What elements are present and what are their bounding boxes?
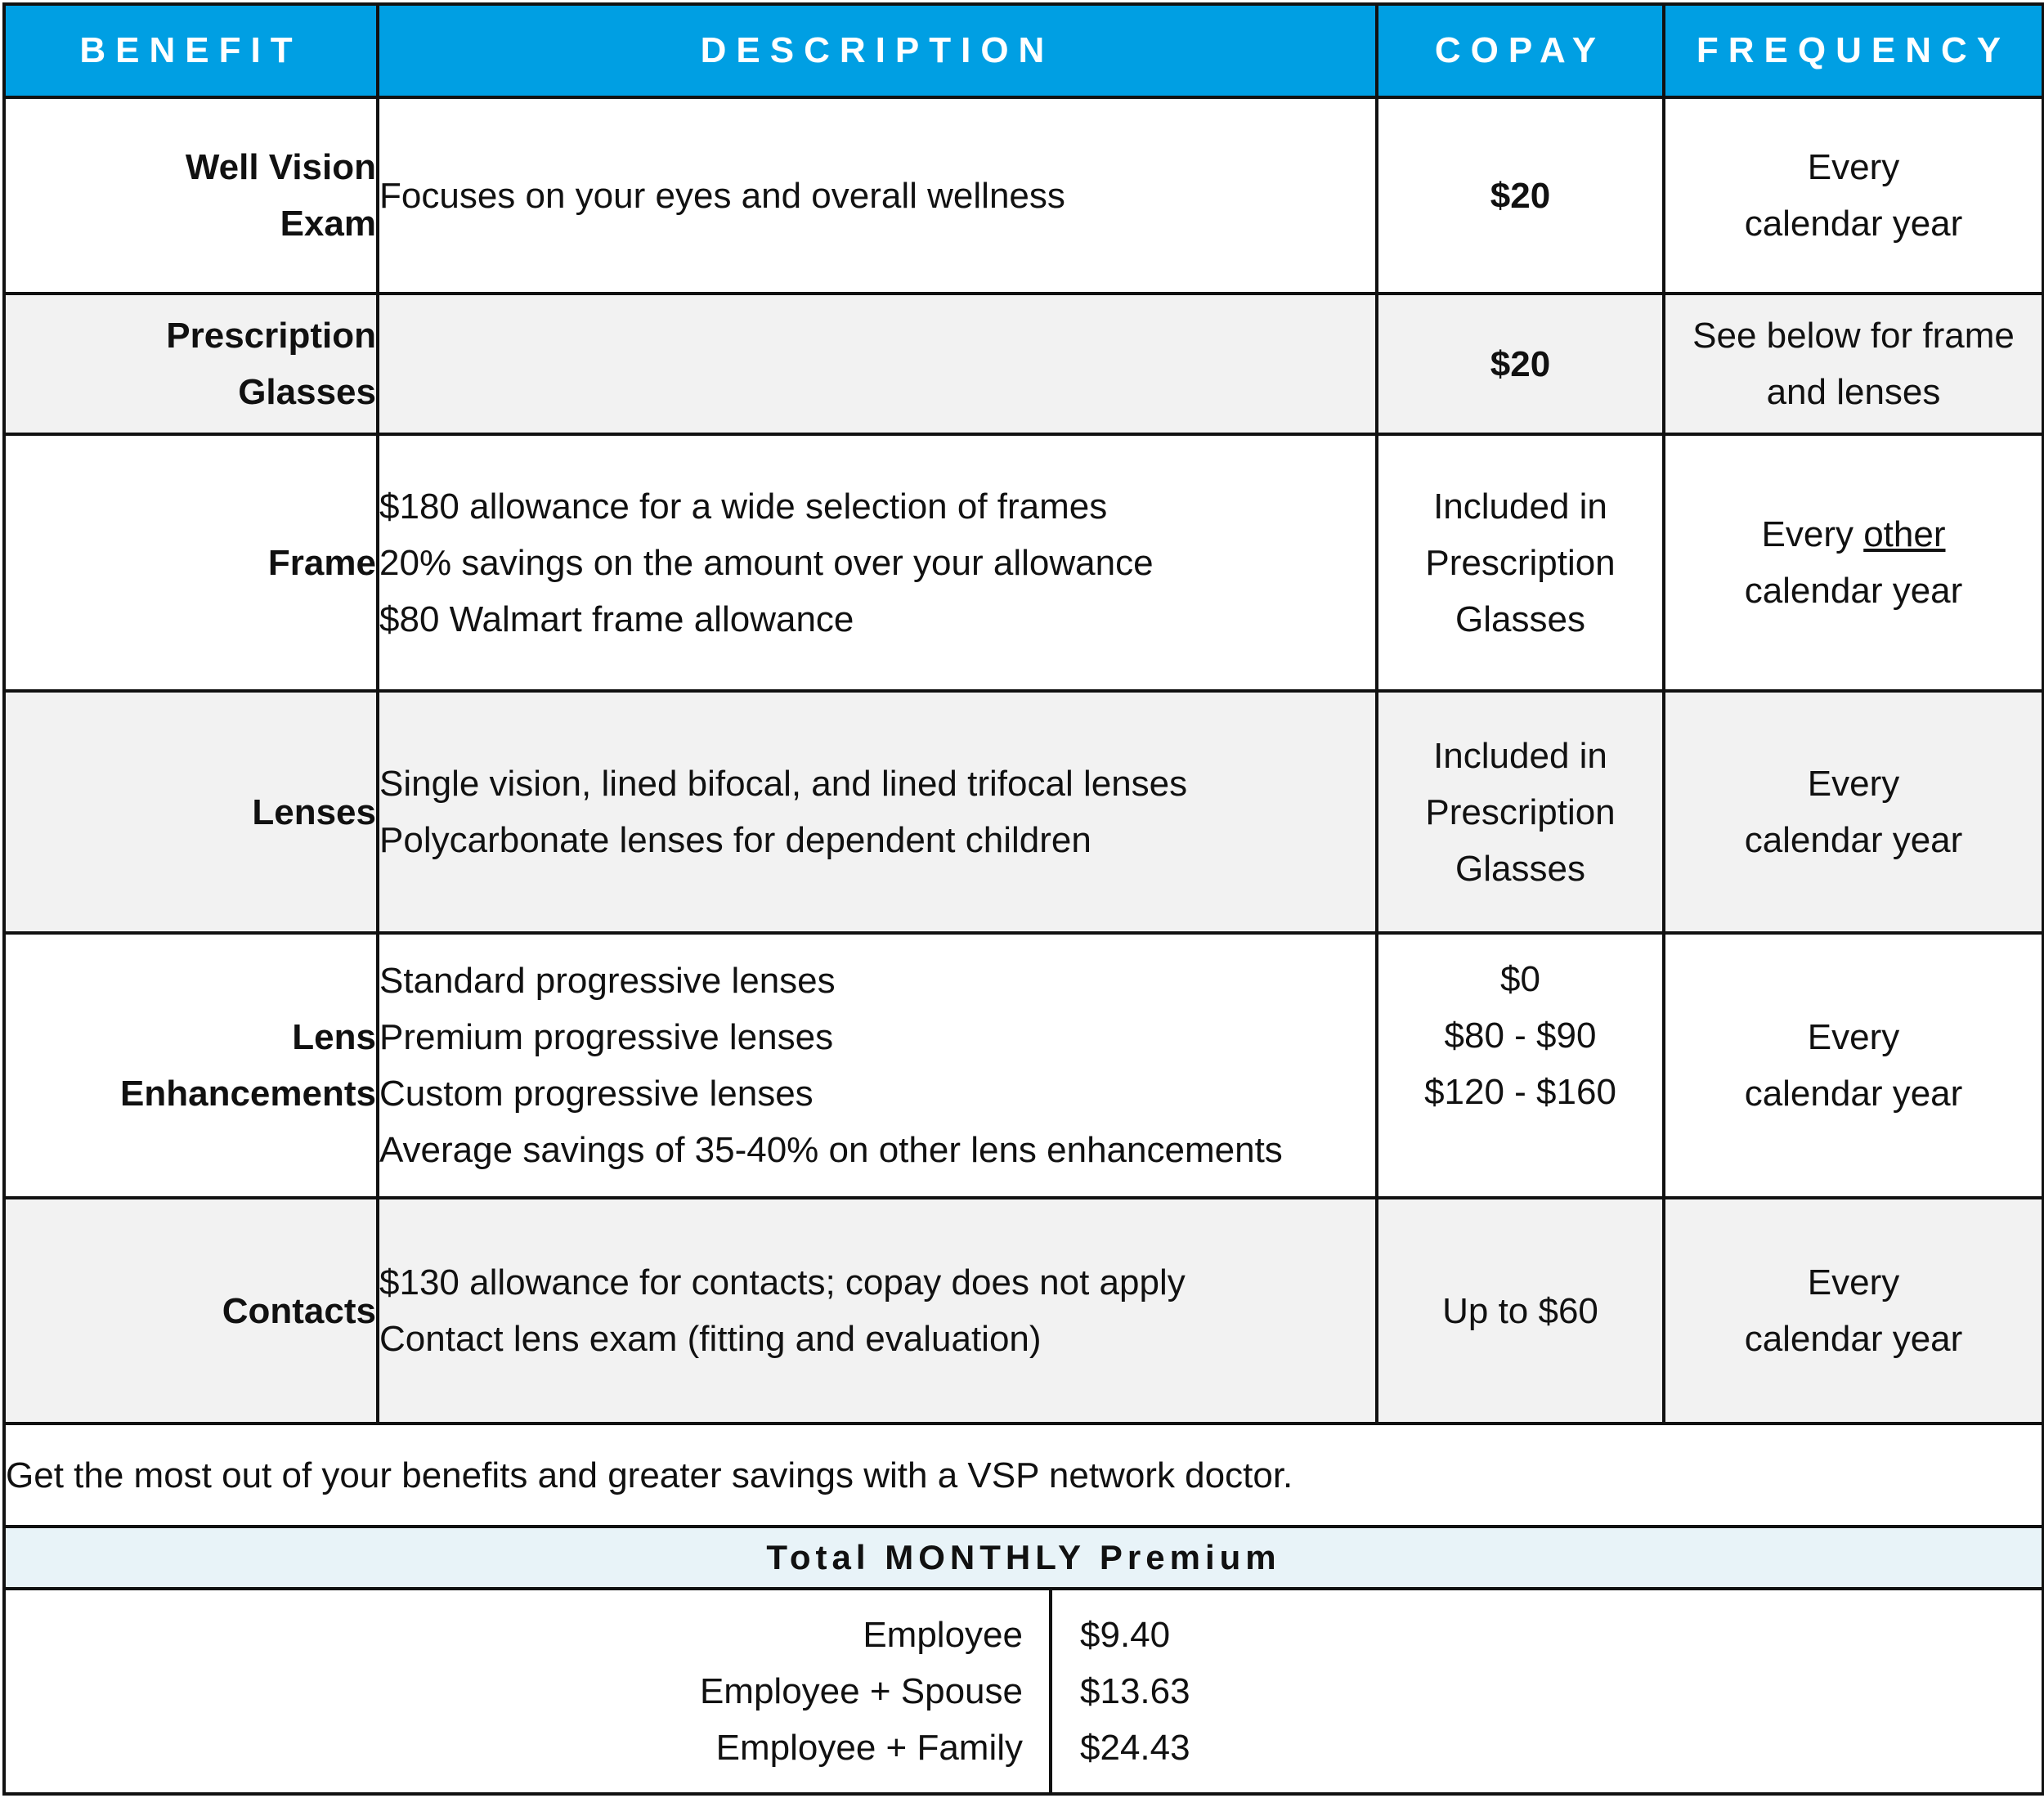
note-row: [4, 1424, 2043, 1527]
benefit-line: Lenses: [252, 791, 376, 832]
description-line: Polycarbonate lenses for dependent children: [379, 820, 1091, 860]
description-cell: [378, 97, 1377, 294]
description-line: Single vision, lined bifocal, and lined trifocal lenses: [379, 764, 1188, 804]
description-line: Premium progressive lenses: [379, 1017, 834, 1057]
premium-tier-label: Employee + Spouse: [699, 1671, 1023, 1711]
premium-tier-value: $13.63: [1080, 1671, 1190, 1711]
copay-cell: [1377, 294, 1664, 434]
frequency-line: See below for frame: [1692, 316, 2015, 356]
copay-line: $20: [1490, 175, 1551, 216]
description-cell: [378, 294, 1377, 434]
premium-values: [1051, 1590, 2042, 1792]
benefit-line: Contacts: [222, 1290, 376, 1331]
benefit-line: Exam: [280, 204, 376, 244]
frequency-every: Every: [1761, 514, 1864, 554]
premium-labels: [6, 1590, 1051, 1792]
copay-line: Included in: [1433, 486, 1607, 527]
copay-cell: [1377, 1198, 1664, 1424]
description-line: Average savings of 35-40% on other lens enhancements: [379, 1130, 1283, 1170]
frequency-line: Every: [1807, 147, 1900, 187]
benefit-line: Glasses: [238, 372, 376, 412]
copay-line: Prescription: [1425, 542, 1616, 583]
frequency-line: and lenses: [1766, 372, 1941, 412]
benefit-cell: [4, 691, 378, 933]
premium-tiers-row: [4, 1589, 2043, 1794]
copay-line: $120 - $160: [1424, 1072, 1616, 1112]
frequency-line: calendar year: [1744, 820, 1963, 860]
premium-tier-value: $9.40: [1080, 1615, 1171, 1655]
frequency-line: calendar year: [1744, 571, 1963, 611]
copay-cell: [1377, 434, 1664, 691]
row-lens-enhancements: [4, 933, 2043, 1198]
premium-header-row: [4, 1527, 2043, 1589]
header-description: DESCRIPTION: [378, 4, 1377, 97]
row-prescription-glasses: [4, 294, 2043, 434]
premium-table: [6, 1590, 2042, 1792]
description-line: $180 allowance for a wide selection of frames: [379, 486, 1108, 527]
description-cell: [378, 691, 1377, 933]
benefit-cell: [4, 933, 378, 1198]
frequency-cell: [1664, 1198, 2043, 1424]
premium-title: Total MONTHLY Premium: [4, 1527, 2043, 1589]
copay-line: $0: [1500, 959, 1540, 999]
benefits-table: [2, 2, 2044, 1796]
description-line: Standard progressive lenses: [379, 961, 836, 1001]
description-cell: [378, 434, 1377, 691]
frequency-other-underlined: other: [1863, 514, 1946, 554]
row-contacts: [4, 1198, 2043, 1424]
frequency-cell: [1664, 97, 2043, 294]
network-doctor-note: Get the most out of your benefits and greater savings with a VSP network doctor.: [4, 1424, 2043, 1527]
header-frequency: FREQUENCY: [1664, 4, 2043, 97]
benefit-line: Lens: [292, 1017, 376, 1057]
row-frame: [4, 434, 2043, 691]
frequency-cell: [1664, 933, 2043, 1198]
frequency-cell: [1664, 294, 2043, 434]
frequency-line: calendar year: [1744, 1319, 1963, 1359]
frequency-line: Every: [1807, 1262, 1900, 1303]
benefit-line: Prescription: [166, 316, 376, 356]
frequency-line: [1665, 506, 2042, 563]
description-cell: [378, 933, 1377, 1198]
frequency-line: calendar year: [1744, 204, 1963, 244]
frequency-line: Every: [1807, 1017, 1900, 1057]
premium-tiers-cell: [4, 1589, 2043, 1794]
description-line: $130 allowance for contacts; copay does not apply: [379, 1262, 1186, 1303]
frequency-line: Every: [1807, 764, 1900, 804]
benefit-cell: [4, 1198, 378, 1424]
copay-line: Glasses: [1455, 599, 1585, 639]
frequency-cell: [1664, 434, 2043, 691]
premium-tier-value: $24.43: [1080, 1728, 1190, 1768]
benefit-cell: [4, 97, 378, 294]
frequency-cell: [1664, 691, 2043, 933]
description-line: $80 Walmart frame allowance: [379, 599, 854, 639]
benefit-line: Enhancements: [120, 1074, 376, 1114]
row-well-vision-exam: [4, 97, 2043, 294]
header-copay: COPAY: [1377, 4, 1664, 97]
copay-line: Included in: [1433, 735, 1607, 776]
description-line: Contact lens exam (fitting and evaluation): [379, 1319, 1042, 1359]
header-benefit: BENEFIT: [4, 4, 378, 97]
copay-line: $20: [1490, 343, 1551, 384]
copay-line: Up to $60: [1442, 1290, 1598, 1331]
benefit-cell: [4, 294, 378, 434]
benefit-line: Frame: [267, 542, 376, 583]
copay-line: $80 - $90: [1444, 1016, 1597, 1056]
description-line: Custom progressive lenses: [379, 1074, 814, 1114]
description-cell: [378, 1198, 1377, 1424]
premium-tier-label: Employee + Family: [715, 1728, 1023, 1768]
benefit-line: Well Vision: [185, 147, 376, 187]
copay-cell: [1377, 691, 1664, 933]
frequency-line: calendar year: [1744, 1074, 1963, 1114]
copay-line: Prescription: [1425, 791, 1616, 832]
copay-line: Glasses: [1455, 848, 1585, 889]
copay-cell: [1377, 97, 1664, 294]
copay-cell: [1377, 933, 1664, 1198]
benefit-cell: [4, 434, 378, 691]
description-line: 20% savings on the amount over your allowance: [379, 542, 1154, 583]
premium-tiers: [6, 1590, 2042, 1792]
premium-tier-label: Employee: [863, 1615, 1023, 1655]
header-row: [4, 4, 2043, 97]
row-lenses: [4, 691, 2043, 933]
description-line: Focuses on your eyes and overall wellness: [379, 175, 1065, 216]
